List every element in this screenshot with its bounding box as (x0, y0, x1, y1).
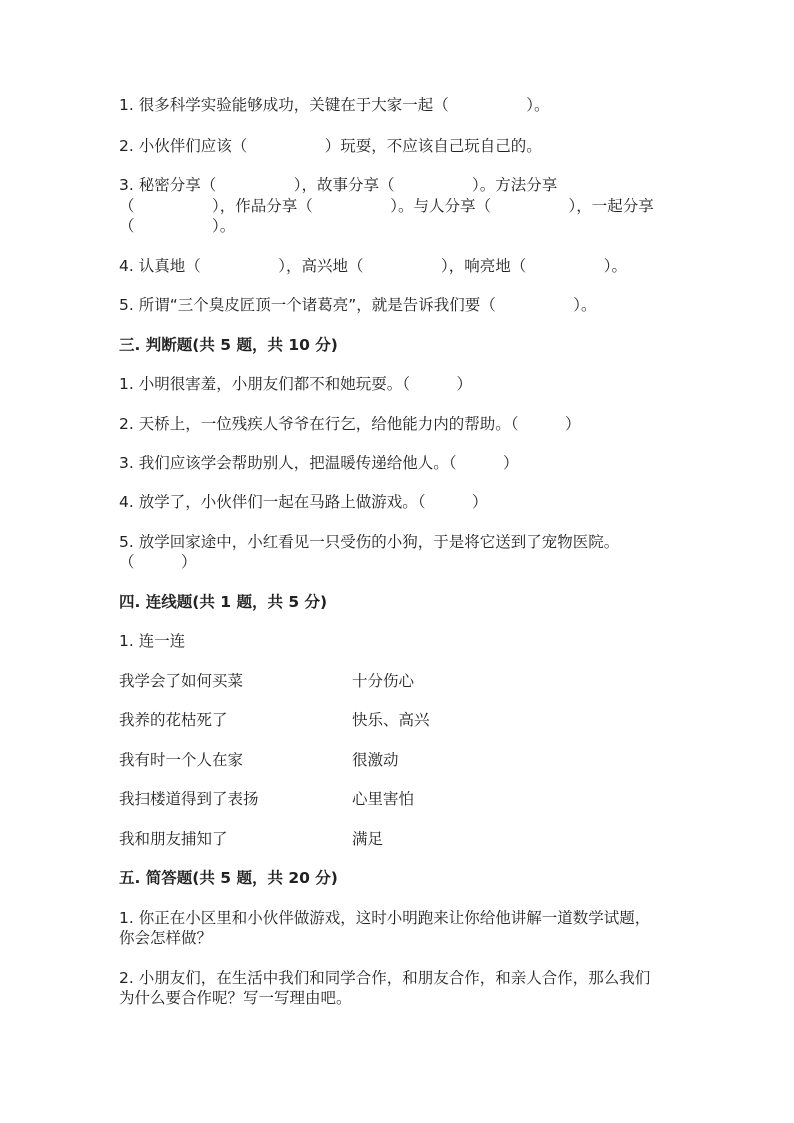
fill-blank-question-3-line-2: （ ），作品分享（ ）。与人分享（ ），一起分享 (119, 197, 654, 215)
matching-right-item: 很激动 (352, 751, 399, 769)
judge-question-1: 1. 小明很害羞，小朋友们都不和她玩耍。（ ） (119, 375, 472, 393)
matching-left-item: 我养的花枯死了 (119, 711, 228, 729)
matching-right-item: 快乐、高兴 (352, 711, 430, 729)
judge-question-4: 4. 放学了，小伙伴们一起在马路上做游戏。（ ） (119, 493, 488, 511)
matching-right-item: 满足 (352, 830, 384, 848)
short-answer-question-2-line-2: 为什么要合作呢？写一写理由吧。 (119, 989, 352, 1007)
fill-blank-question-4: 4. 认真地（ ），高兴地（ ），响亮地（ ）。 (119, 257, 627, 275)
judge-question-5-line-2: （ ） (119, 553, 197, 571)
short-answer-question-1-line-1: 1. 你正在小区里和小伙伴做游戏，这时小明跑来让你给他讲解一道数学试题， (119, 909, 651, 927)
section-3-title: 三. 判断题(共 5 题，共 10 分) (119, 336, 338, 354)
fill-blank-question-5: 5. 所谓“三个臭皮匠顶一个诸葛亮”，就是告诉我们要（ ）。 (119, 296, 597, 314)
matching-left-item: 我有时一个人在家 (119, 751, 244, 769)
judge-question-3: 3. 我们应该学会帮助别人，把温暖传递给他人。（ ） (119, 454, 519, 472)
matching-question-1: 1. 连一连 (119, 632, 186, 650)
section-5-title: 五. 简答题(共 5 题，共 20 分) (119, 869, 338, 887)
matching-left-item: 我和朋友捕知了 (119, 830, 228, 848)
short-answer-question-2-line-1: 2. 小朋友们，在生活中我们和同学合作，和朋友合作，和亲人合作，那么我们 (119, 969, 651, 987)
matching-right-item: 十分伤心 (352, 672, 415, 690)
section-4-title: 四. 连线题(共 1 题，共 5 分) (119, 593, 328, 611)
matching-left-item: 我学会了如何买菜 (119, 672, 244, 690)
fill-blank-question-1: 1. 很多科学实验能够成功，关键在于大家一起（ ）。 (119, 96, 550, 114)
short-answer-question-1-line-2: 你会怎样做？ (119, 929, 213, 947)
fill-blank-question-2: 2. 小伙伴们应该（ ）玩耍，不应该自己玩自己的。 (119, 137, 542, 155)
fill-blank-question-3-line-3: （ ）。 (119, 217, 236, 235)
judge-question-2: 2. 天桥上，一位残疾人爷爷在行乞，给他能力内的帮助。（ ） (119, 415, 581, 433)
fill-blank-question-3-line-1: 3. 秘密分享（ ），故事分享（ ）。方法分享 (119, 176, 558, 194)
matching-right-item: 心里害怕 (352, 790, 415, 808)
judge-question-5-line-1: 5. 放学回家途中，小红看见一只受伤的小狗，于是将它送到了宠物医院。 (119, 533, 620, 551)
matching-left-item: 我扫楼道得到了表扬 (119, 790, 259, 808)
